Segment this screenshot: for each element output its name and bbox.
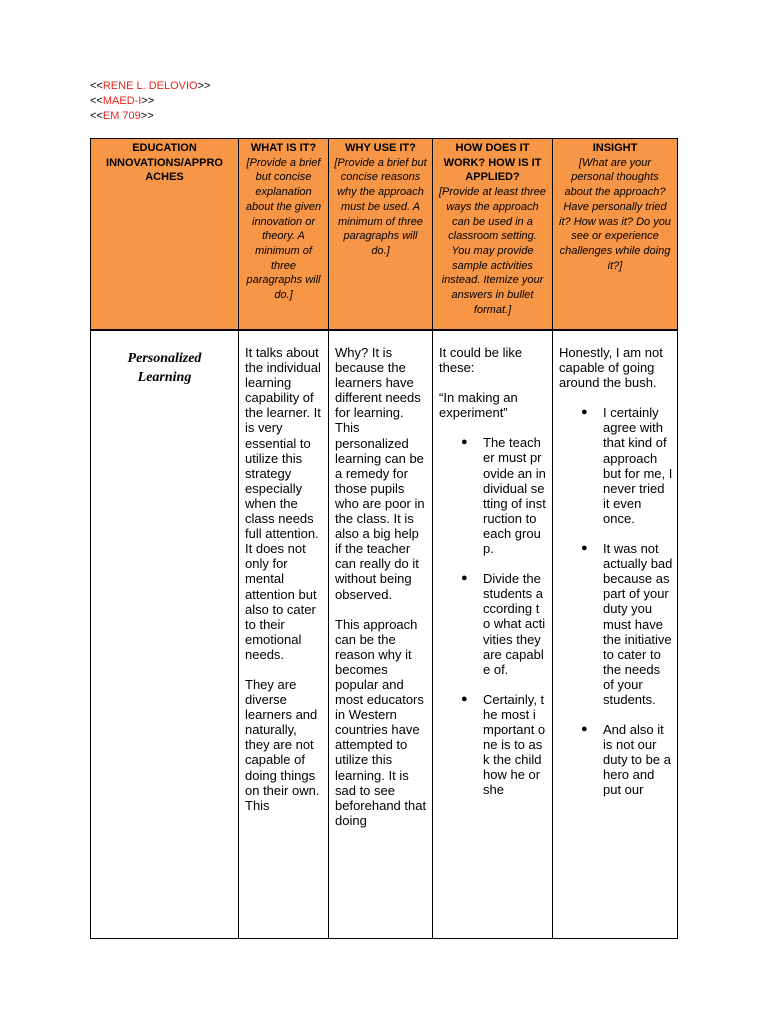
bullet-icon: ● xyxy=(461,692,468,705)
bullet-icon: ● xyxy=(581,542,588,555)
column-header-innovations: EDUCATION INNOVATIONS/APPRO ACHES xyxy=(90,138,239,330)
header-course-line: <<EM 709>> xyxy=(90,110,154,122)
how-intro: It could be like these: xyxy=(439,345,523,376)
how-cell xyxy=(432,330,553,939)
what-cell xyxy=(238,330,329,939)
list-item: ● Certainly, the most important one is to ask the child how he or she xyxy=(461,691,546,798)
column-header-why: WHY USE IT? [Provide a brief but concise reasons why the approach must be used. A minimum of three paragraphs will do.] xyxy=(328,138,433,330)
column-header-what: WHAT IS IT? [Provide a brief but concise explanation about the given innovation or theory. A minimum of three paragraphs will do.] xyxy=(238,138,329,330)
list-item: ● The teacher must provide an individual setting of instruction to each group. xyxy=(461,435,546,557)
list-item: ● Divide the students according to what activities they are capable of. xyxy=(461,571,546,677)
list-item: ● And also it is not our duty to be a hero and put our xyxy=(581,722,671,798)
list-item: ● It was not actually bad because as part of your duty you must have the initiative to cater to the needs of your students. xyxy=(581,541,673,707)
what-paragraph-1: It talks about the individual learning capability of the learner. It is very essential to utilize this strategy especially when the class needs full attention. It does not only for mental attention but also to cater to their emotional needs. xyxy=(245,345,321,662)
column-note-why: [Provide a brief but concise reasons why the approach must be used. A minimum of three paragraphs will do.] xyxy=(334,156,427,257)
insight-list xyxy=(559,405,673,797)
author-name: RENE L. DELOVIO xyxy=(102,80,198,92)
how-example: “In making an experiment” xyxy=(439,390,518,421)
bullet-icon: ● xyxy=(461,572,468,585)
column-note-what: [Provide a brief but concise explanation about the given innovation or theory. A minimum of three paragraphs will do.] xyxy=(245,156,322,302)
column-note-insight: [What are your personal thoughts about the approach? Have personally tried it? How was it? Do you see or experience challenges while doing it?] xyxy=(559,156,671,272)
column-note-how: [Provide at least three ways the approach can be used in a classroom setting. You may provide sample activities instead. Itemize your answers in bullet format.] xyxy=(439,186,547,316)
insight-cell xyxy=(552,330,678,939)
bullet-icon: ● xyxy=(461,436,468,449)
insight-intro: Honestly, I am not capable of going around the bush. xyxy=(559,345,663,391)
bullet-icon: ● xyxy=(581,723,588,736)
why-paragraph-2: This approach can be the reason why it becomes popular and most educators in Western countries have attempted to utilize this learning. It is sad to see beforehand that doing xyxy=(335,616,427,828)
table-bottom-border xyxy=(90,938,678,939)
column-header-how: HOW DOES IT WORK? HOW IS IT APPLIED? [Provide at least three ways the approach can be used in a classroom setting. You may provide sample activities instead. Itemize your answers in bullet format.] xyxy=(432,138,553,330)
header-name-line: <<RENE L. DELOVIO>> xyxy=(90,80,211,92)
innovations-table xyxy=(90,138,678,939)
why-paragraph-1: Why? It is because the learners have different needs for learning. This personalized learning can be a remedy for those pupils who are poor in the class. It is also a big help if the teacher can really do it without being observed. xyxy=(335,345,425,602)
how-list xyxy=(439,435,548,797)
row-label: Personalized Learning xyxy=(127,351,202,385)
column-header-insight: INSIGHT [What are your personal thoughts about the approach? Have personally tried it? How was it? Do you see or experience challenges while doing it?] xyxy=(552,138,678,330)
bullet-icon: ● xyxy=(581,406,588,419)
course-code: EM 709 xyxy=(102,110,141,122)
header-program-line: <<MAED-I>> xyxy=(90,95,155,107)
list-item: ● I certainly agree with that kind of approach but for me, I never tried it even once. xyxy=(581,405,673,526)
what-paragraph-2: They are diverse learners and naturally, they are not capable of doing things on their own. This xyxy=(245,676,320,813)
row-label-cell xyxy=(90,330,239,939)
program-name: MAED-I xyxy=(102,95,142,107)
why-cell xyxy=(328,330,433,939)
